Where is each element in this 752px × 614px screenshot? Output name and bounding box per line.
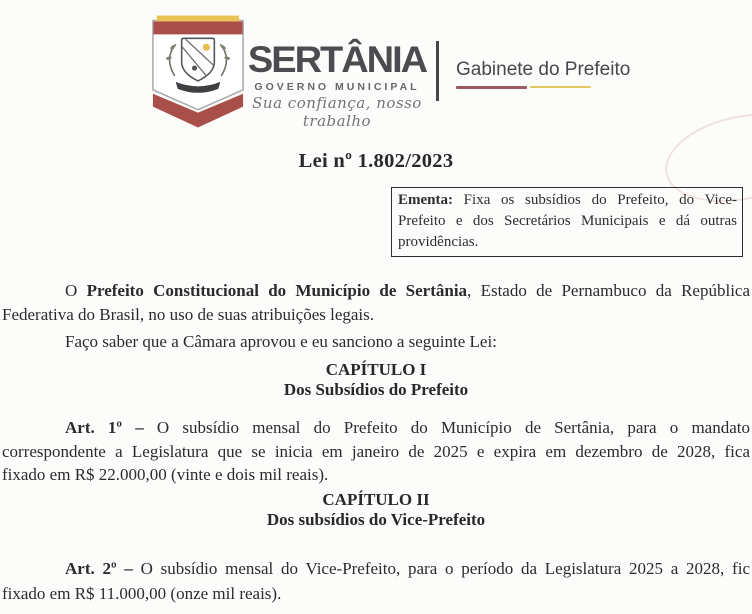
municipal-crest-icon	[146, 12, 250, 134]
chapter-1-heading	[0, 360, 752, 400]
paragraph-line: Art. 1º – O subsídio mensal do Prefeito do Município de Sertânia, para o mandato	[65, 418, 750, 437]
ementa-line: Prefeito e dos Secretários Municipais e dá outras	[398, 213, 737, 229]
chapter-subtitle: Dos Subsídios do Prefeito	[283, 380, 469, 399]
office-name: Gabinete do Prefeito	[456, 59, 631, 80]
article-1-label: Art. 1º –	[65, 418, 157, 437]
article-1-paragraph	[2, 416, 750, 487]
law-title: Lei nº 1.802/2023	[298, 150, 454, 172]
chapter-title: CAPÍTULO I	[325, 360, 427, 379]
preamble-paragraph	[2, 279, 750, 327]
paragraph-line: fixado em R$ 22.000,00 (vinte e dois mil reais).	[2, 465, 329, 484]
government-logo	[244, 40, 430, 130]
paragraph-line: Art. 2º – O subsídio mensal do Vice-Prefeito, para o período da Legislatura 2025 a 2028, fic	[65, 559, 750, 578]
enactment-clause	[2, 330, 750, 354]
bold-authority: Prefeito Constitucional do Município de Sertânia	[86, 281, 468, 300]
chapter-title: CAPÍTULO II	[322, 490, 430, 509]
chapter-2-heading	[0, 490, 752, 530]
paragraph-line: Faço saber que a Câmara aprovou e eu sanciono a seguinte Lei:	[65, 332, 497, 351]
ementa-label: Ementa:	[398, 192, 453, 208]
article-2-paragraph	[2, 556, 750, 606]
office-underline-maroon	[456, 86, 527, 89]
ementa-box	[391, 187, 743, 257]
government-tagline: Sua confiança, nosso trabalho	[252, 94, 422, 130]
header-divider	[436, 41, 439, 101]
article-2-label: Art. 2º –	[65, 559, 141, 578]
ementa-line: Ementa: Fixa os subsídios do Prefeito, do Vice-	[398, 192, 737, 208]
paragraph-line: correspondente a Legislatura que se inicia em janeiro de 2025 e expira em dezembro de 2028, fica	[2, 441, 750, 461]
paragraph-line: Federativa do Brasil, no uso de suas atribuições legais.	[2, 305, 375, 324]
office-underline-gold	[530, 86, 591, 88]
chapter-subtitle: Dos subsídios do Vice-Prefeito	[266, 510, 486, 529]
ementa-line: providências.	[398, 234, 479, 250]
paragraph-line: O Prefeito Constitucional do Município de Sertânia, Estado de Pernambuco da República	[65, 281, 751, 300]
government-label: GOVERNO MUNICIPAL	[254, 81, 420, 93]
city-wordmark: SERTÂNIA	[247, 39, 427, 81]
paragraph-line: fixado em R$ 11.000,00 (onze mil reais).	[2, 584, 282, 603]
